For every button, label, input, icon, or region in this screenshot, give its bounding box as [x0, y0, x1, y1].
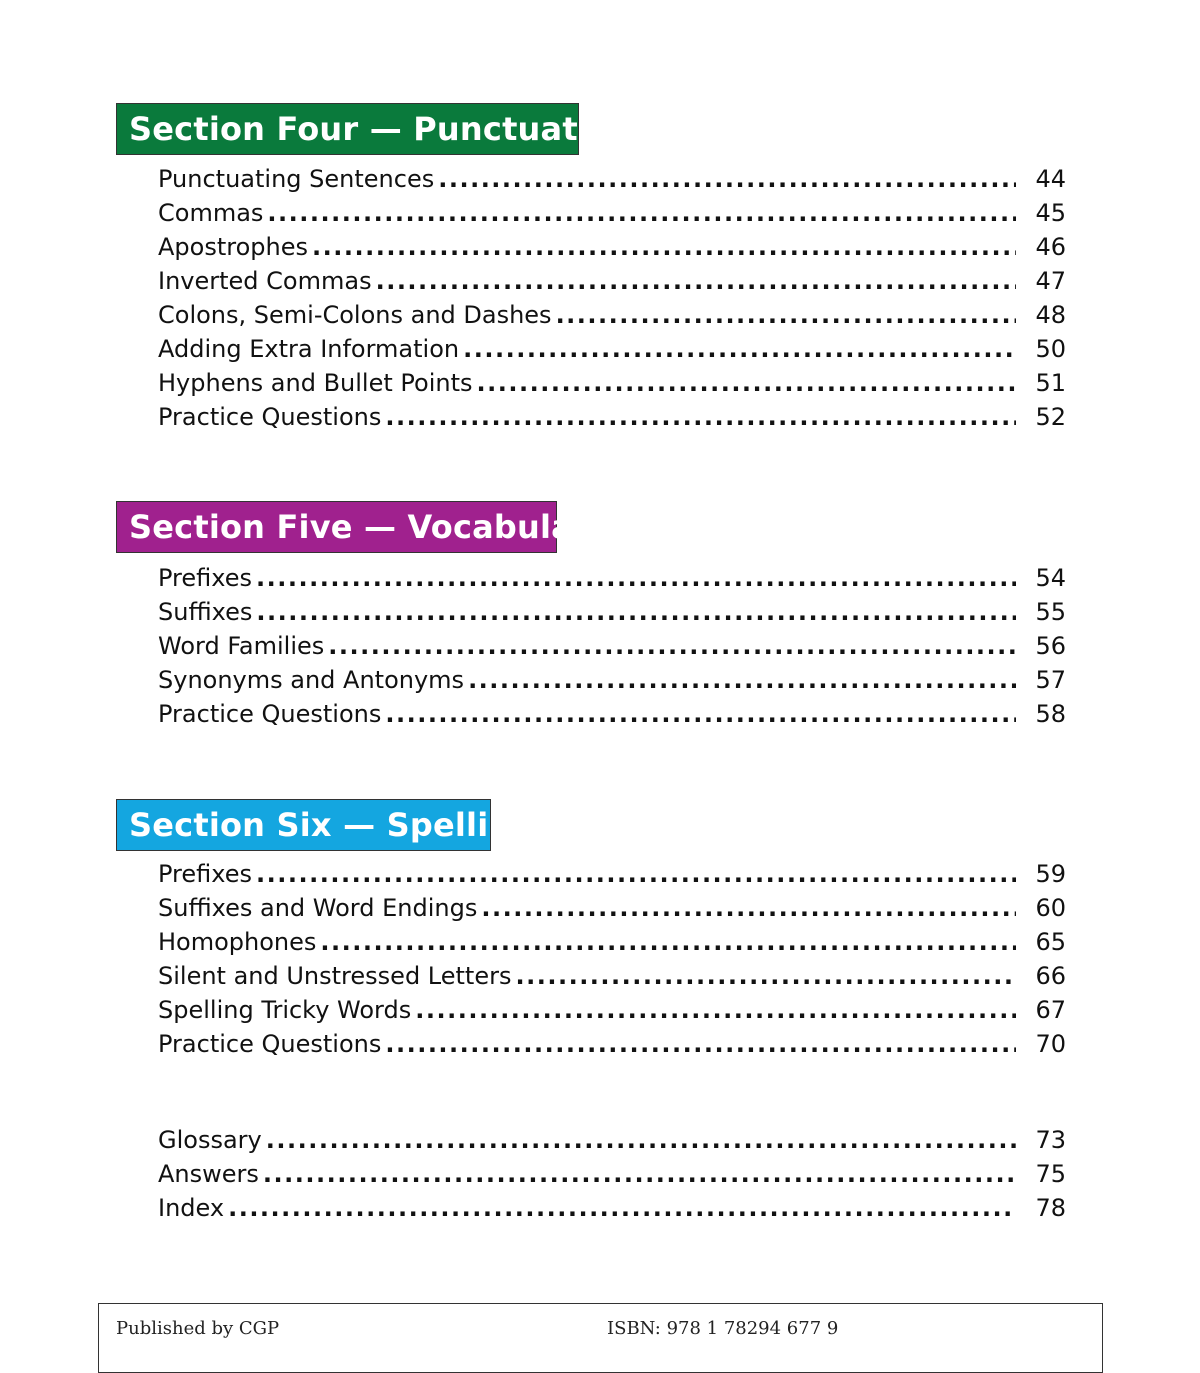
toc-entry-page: 67	[1035, 996, 1066, 1024]
toc-entry-page: 70	[1035, 1030, 1066, 1058]
toc-entry[interactable]	[158, 196, 1066, 230]
dot-leader	[438, 162, 1016, 196]
dot-leader	[477, 366, 1017, 400]
toc-entry-title: Colons, Semi-Colons and Dashes	[158, 301, 552, 329]
dot-leader	[228, 1191, 1016, 1225]
toc-entry[interactable]	[158, 629, 1066, 663]
toc-entry[interactable]	[158, 697, 1066, 731]
toc-list-spelling	[158, 857, 1066, 1061]
toc-entry[interactable]	[158, 925, 1066, 959]
toc-entry-page: 75	[1035, 1160, 1066, 1188]
toc-entry-title: Suffixes	[158, 598, 253, 626]
toc-entry-title: Answers	[158, 1160, 259, 1188]
toc-entry[interactable]	[158, 1157, 1066, 1191]
toc-entry[interactable]	[158, 1191, 1066, 1225]
dot-leader	[256, 561, 1016, 595]
section-header-spelling: Section Six — Spelling	[116, 799, 491, 851]
toc-entry-title: Apostrophes	[158, 233, 308, 261]
toc-entry-title: Hyphens and Bullet Points	[158, 369, 473, 397]
toc-entry-page: 47	[1035, 267, 1066, 295]
toc-entry-title: Practice Questions	[158, 700, 382, 728]
toc-entry[interactable]	[158, 162, 1066, 196]
toc-entry-page: 56	[1035, 632, 1066, 660]
dot-leader	[385, 1027, 1016, 1061]
section-header-punctuation: Section Four — Punctuation	[116, 103, 579, 155]
toc-entry-title: Synonyms and Antonyms	[158, 666, 465, 694]
dot-leader	[267, 196, 1016, 230]
toc-entry-page: 73	[1035, 1126, 1066, 1154]
dot-leader	[256, 595, 1016, 629]
isbn: ISBN: 978 1 78294 677 9	[607, 1318, 839, 1339]
toc-list-punctuation	[158, 162, 1066, 434]
toc-entry[interactable]	[158, 1027, 1066, 1061]
toc-entry-page: 55	[1035, 598, 1066, 626]
toc-entry-page: 52	[1035, 403, 1066, 431]
dot-leader	[328, 629, 1016, 663]
toc-entry[interactable]	[158, 400, 1066, 434]
publisher-name: Published by CGP	[116, 1318, 280, 1339]
dot-leader	[266, 1123, 1016, 1157]
dot-leader	[515, 959, 1016, 993]
dot-leader	[385, 697, 1016, 731]
toc-entry-title: Index	[158, 1194, 225, 1222]
toc-entry[interactable]	[158, 959, 1066, 993]
dot-leader	[312, 230, 1016, 264]
dot-leader	[468, 663, 1016, 697]
toc-entry-page: 57	[1035, 666, 1066, 694]
toc-entry-title: Prefixes	[158, 564, 253, 592]
toc-entry-title: Silent and Unstressed Letters	[158, 962, 512, 990]
toc-entry-page: 48	[1035, 301, 1066, 329]
toc-entry-title: Word Families	[158, 632, 325, 660]
toc-entry-page: 51	[1035, 369, 1066, 397]
toc-entry-page: 58	[1035, 700, 1066, 728]
toc-entry-title: Glossary	[158, 1126, 262, 1154]
dot-leader	[556, 298, 1016, 332]
toc-entry-page: 65	[1035, 928, 1066, 956]
toc-entry-page: 60	[1035, 894, 1066, 922]
toc-entry[interactable]	[158, 230, 1066, 264]
dot-leader	[415, 993, 1016, 1027]
toc-entry-page: 45	[1035, 199, 1066, 227]
dot-leader	[320, 925, 1016, 959]
toc-entry-title: Suffixes and Word Endings	[158, 894, 478, 922]
dot-leader	[376, 264, 1016, 298]
toc-entry-title: Practice Questions	[158, 403, 382, 431]
toc-entry-page: 44	[1035, 165, 1066, 193]
dot-leader	[263, 1157, 1016, 1191]
toc-entry[interactable]	[158, 595, 1066, 629]
toc-entry[interactable]	[158, 1123, 1066, 1157]
toc-entry-title: Adding Extra Information	[158, 335, 460, 363]
toc-entry-page: 59	[1035, 860, 1066, 888]
toc-entry-title: Practice Questions	[158, 1030, 382, 1058]
toc-entry-page: 50	[1035, 335, 1066, 363]
toc-entry[interactable]	[158, 663, 1066, 697]
toc-entry-title: Inverted Commas	[158, 267, 372, 295]
toc-entry-title: Prefixes	[158, 860, 253, 888]
dot-leader	[385, 400, 1016, 434]
toc-entry-title: Spelling Tricky Words	[158, 996, 412, 1024]
toc-entry-title: Commas	[158, 199, 264, 227]
dot-leader	[256, 857, 1016, 891]
toc-list-vocabulary	[158, 561, 1066, 731]
toc-entry-page: 46	[1035, 233, 1066, 261]
toc-entry[interactable]	[158, 891, 1066, 925]
toc-entry-title: Homophones	[158, 928, 317, 956]
toc-entry-title: Punctuating Sentences	[158, 165, 435, 193]
toc-entry[interactable]	[158, 366, 1066, 400]
dot-leader	[463, 332, 1016, 366]
dot-leader	[481, 891, 1016, 925]
toc-entry[interactable]	[158, 993, 1066, 1027]
toc-entry-page: 54	[1035, 564, 1066, 592]
toc-entry[interactable]	[158, 332, 1066, 366]
toc-entry[interactable]	[158, 561, 1066, 595]
toc-entry[interactable]	[158, 264, 1066, 298]
toc-entry[interactable]	[158, 298, 1066, 332]
toc-entry-page: 66	[1035, 962, 1066, 990]
section-header-vocabulary: Section Five — Vocabulary	[116, 501, 557, 553]
toc-entry[interactable]	[158, 857, 1066, 891]
toc-entry-page: 78	[1035, 1194, 1066, 1222]
publisher-footer	[98, 1303, 1103, 1373]
toc-list-back-matter	[158, 1123, 1066, 1225]
